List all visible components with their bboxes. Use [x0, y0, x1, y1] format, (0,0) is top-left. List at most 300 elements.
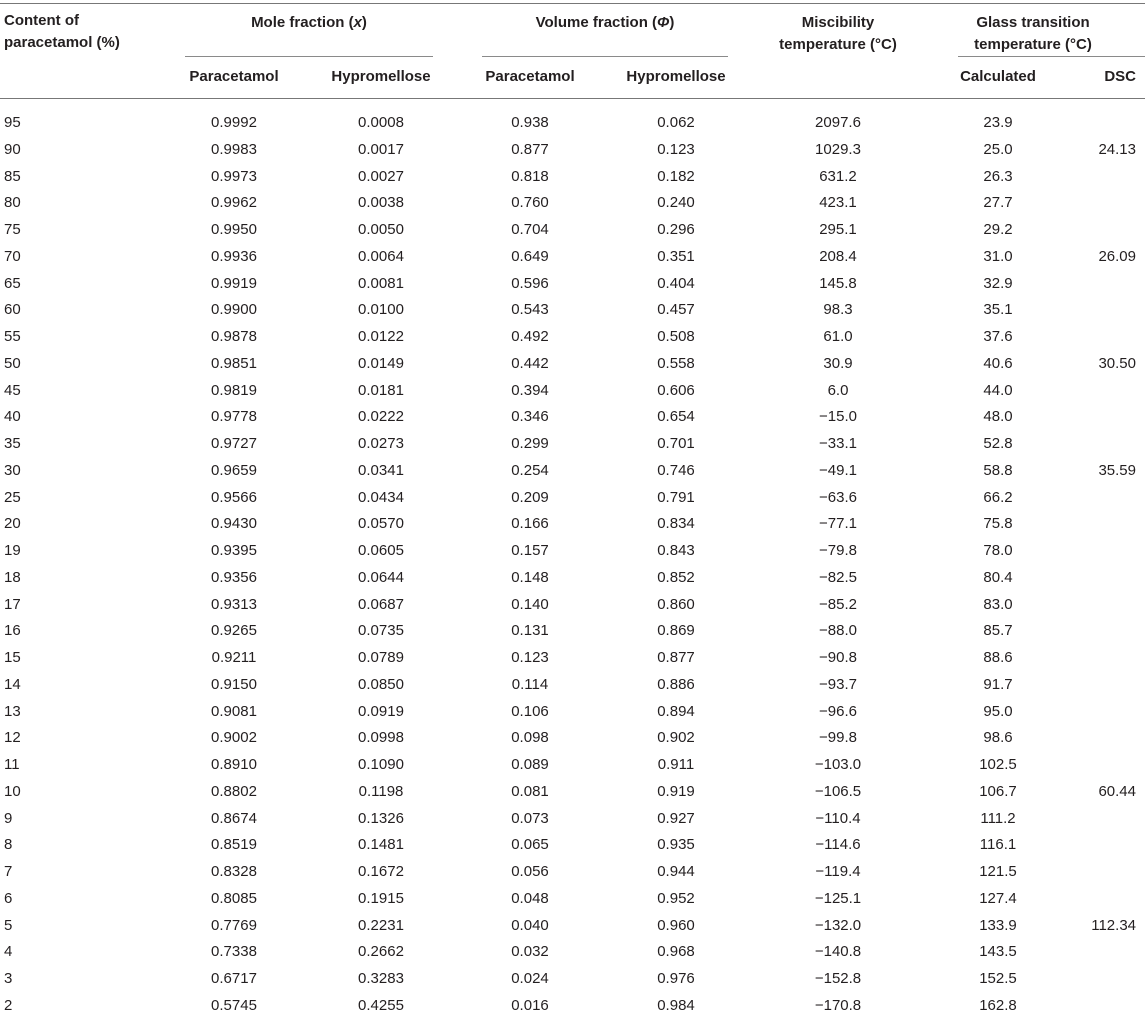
- header-glass-transition: [958, 12, 1108, 56]
- cell-volume-hypromellose: 0.968: [657, 943, 695, 961]
- subheader-calculated: Calculated: [960, 68, 1036, 85]
- table-row: [0, 966, 1145, 993]
- cell-volume-hypromellose: 0.984: [657, 996, 695, 1014]
- cell-mole-hypromellose: 0.0064: [358, 247, 404, 265]
- cell-content: 4: [4, 943, 13, 961]
- cell-mole-hypromellose: 0.0998: [358, 729, 404, 747]
- header-mole-fraction: [185, 12, 433, 34]
- cell-mole-hypromellose: 0.0149: [358, 354, 404, 372]
- cell-miscibility-temperature: −90.8: [819, 649, 857, 666]
- cell-mole-hypromellose: 0.0050: [358, 221, 404, 238]
- header-mole-suffix: ): [361, 14, 367, 31]
- cell-volume-paracetamol: 0.065: [511, 836, 549, 854]
- cell-miscibility-temperature: −132.0: [814, 916, 862, 934]
- cell-volume-hypromellose: 0.976: [657, 970, 695, 987]
- cell-content: 6: [4, 889, 13, 907]
- cell-miscibility-temperature: −79.8: [819, 542, 857, 559]
- cell-miscibility-temperature: 61.0: [823, 328, 853, 345]
- cell-volume-hypromellose: 0.919: [657, 782, 695, 800]
- cell-tg-calculated: 37.6: [983, 328, 1013, 345]
- cell-volume-paracetamol: 0.148: [511, 568, 549, 586]
- cell-content: 80: [4, 194, 21, 212]
- cell-mole-hypromellose: 0.2662: [358, 943, 404, 961]
- cell-content: 70: [4, 247, 21, 265]
- cell-volume-hypromellose: 0.404: [657, 274, 695, 292]
- header-volume-suffix: ): [669, 14, 675, 31]
- cell-content: 16: [4, 622, 21, 640]
- subheader-volume-paracetamol: Paracetamol: [485, 68, 575, 85]
- cell-miscibility-temperature: 1029.3: [815, 140, 861, 158]
- cell-mole-paracetamol: 0.9566: [211, 488, 257, 506]
- cell-mole-hypromellose: 0.0687: [358, 595, 404, 613]
- cell-mole-paracetamol: 0.8085: [211, 889, 257, 907]
- cell-content: 90: [4, 140, 21, 158]
- cell-mole-paracetamol: 0.9002: [211, 729, 257, 747]
- cell-volume-paracetamol: 0.140: [511, 595, 549, 613]
- cell-content: 11: [4, 756, 20, 773]
- cell-mole-hypromellose: 0.0181: [358, 381, 404, 399]
- cell-tg-dsc: 26.09: [1098, 247, 1136, 265]
- cell-miscibility-temperature: −63.6: [819, 488, 857, 506]
- table-body: [0, 110, 1145, 1020]
- cell-tg-calculated: 23.9: [983, 114, 1013, 131]
- cell-miscibility-temperature: −77.1: [819, 515, 857, 533]
- header-mole-symbol: x: [353, 14, 362, 31]
- cell-miscibility-temperature: −125.1: [814, 889, 862, 907]
- cell-volume-hypromellose: 0.606: [657, 381, 695, 399]
- cell-mole-paracetamol: 0.9778: [211, 408, 257, 426]
- cell-mole-paracetamol: 0.8519: [211, 836, 257, 854]
- cell-mole-paracetamol: 0.8802: [211, 782, 257, 800]
- cell-volume-hypromellose: 0.508: [657, 328, 695, 345]
- cell-content: 13: [4, 702, 21, 720]
- cell-content: 25: [4, 488, 21, 506]
- cell-volume-hypromellose: 0.852: [657, 568, 695, 586]
- cell-miscibility-temperature: −88.0: [819, 622, 857, 640]
- cell-tg-dsc: 60.44: [1098, 782, 1136, 800]
- cell-volume-paracetamol: 0.543: [511, 301, 549, 319]
- table-row: [0, 297, 1145, 324]
- cell-tg-dsc: 30.50: [1098, 354, 1136, 372]
- cell-miscibility-temperature: −170.8: [814, 996, 862, 1014]
- cell-volume-paracetamol: 0.056: [511, 863, 549, 880]
- table-row: [0, 806, 1145, 833]
- subheader-mole-paracetamol: Paracetamol: [189, 68, 279, 85]
- header-content-line2: paracetamol (%): [4, 34, 120, 51]
- cell-tg-calculated: 127.4: [979, 889, 1017, 907]
- table-row: [0, 565, 1145, 592]
- cell-volume-paracetamol: 0.089: [511, 756, 549, 773]
- cell-content: 60: [4, 301, 21, 319]
- cell-miscibility-temperature: 631.2: [819, 167, 857, 185]
- table-header-rule: [0, 98, 1145, 99]
- cell-volume-hypromellose: 0.834: [657, 515, 695, 533]
- table-top-rule: [0, 3, 1145, 4]
- cell-miscibility-temperature: 423.1: [819, 194, 857, 212]
- cell-volume-paracetamol: 0.024: [511, 970, 549, 987]
- cell-tg-calculated: 44.0: [983, 381, 1013, 399]
- cell-tg-calculated: 95.0: [983, 702, 1013, 720]
- cell-volume-paracetamol: 0.938: [511, 114, 549, 131]
- cell-volume-paracetamol: 0.649: [511, 247, 549, 265]
- cell-mole-hypromellose: 0.0605: [358, 542, 404, 559]
- header-volume-prefix: Volume fraction (: [535, 14, 658, 31]
- cell-tg-calculated: 162.8: [979, 996, 1017, 1014]
- cell-volume-hypromellose: 0.952: [657, 889, 695, 907]
- cell-mole-paracetamol: 0.9727: [211, 435, 257, 452]
- table-row: [0, 217, 1145, 244]
- cell-miscibility-temperature: 208.4: [819, 247, 857, 265]
- cell-mole-paracetamol: 0.9851: [211, 354, 257, 372]
- cell-miscibility-temperature: 98.3: [823, 301, 853, 319]
- cell-tg-calculated: 80.4: [983, 568, 1013, 586]
- header-content-line1: Content of: [4, 12, 79, 29]
- cell-tg-calculated: 29.2: [983, 221, 1013, 238]
- cell-mole-hypromellose: 0.2231: [358, 916, 404, 934]
- cell-volume-paracetamol: 0.254: [511, 461, 549, 479]
- cell-miscibility-temperature: 6.0: [827, 381, 849, 399]
- table-row: [0, 485, 1145, 512]
- cell-mole-hypromellose: 0.0341: [358, 461, 404, 479]
- subheader-dsc: DSC: [1104, 68, 1136, 85]
- cell-content: 30: [4, 461, 21, 479]
- table-row: [0, 351, 1145, 378]
- cell-mole-hypromellose: 0.1672: [358, 863, 404, 880]
- table-row: [0, 404, 1145, 431]
- table-row: [0, 779, 1145, 806]
- cell-tg-calculated: 32.9: [983, 274, 1013, 292]
- cell-mole-hypromellose: 0.0038: [358, 194, 404, 212]
- cell-mole-paracetamol: 0.8910: [211, 756, 257, 773]
- cell-tg-calculated: 83.0: [983, 595, 1013, 613]
- cell-tg-calculated: 66.2: [983, 488, 1013, 506]
- header-miscibility-line1: Miscibility: [801, 14, 875, 31]
- cell-volume-hypromellose: 0.944: [657, 863, 695, 880]
- cell-miscibility-temperature: 145.8: [819, 274, 857, 292]
- volume-fraction-span-rule: [482, 56, 728, 57]
- cell-tg-calculated: 106.7: [979, 782, 1017, 800]
- cell-mole-paracetamol: 0.9992: [211, 114, 257, 131]
- header-volume-fraction: [482, 12, 728, 34]
- subheader-mole-hypromellose: Hypromellose: [331, 68, 431, 85]
- cell-volume-paracetamol: 0.073: [511, 809, 549, 827]
- cell-mole-paracetamol: 0.9900: [211, 301, 257, 319]
- table-row: [0, 832, 1145, 859]
- cell-mole-paracetamol: 0.9973: [211, 167, 257, 185]
- cell-content: 85: [4, 167, 21, 185]
- cell-volume-paracetamol: 0.016: [511, 996, 549, 1014]
- cell-content: 2: [4, 996, 13, 1014]
- cell-mole-hypromellose: 0.0644: [358, 568, 404, 586]
- table-row: [0, 886, 1145, 913]
- cell-volume-paracetamol: 0.492: [511, 328, 549, 345]
- cell-mole-hypromellose: 0.1481: [358, 836, 404, 854]
- subheader-volume-hypromellose: Hypromellose: [626, 68, 726, 85]
- cell-miscibility-temperature: −49.1: [819, 461, 857, 479]
- cell-miscibility-temperature: −152.8: [814, 970, 862, 987]
- cell-mole-hypromellose: 0.0570: [358, 515, 404, 533]
- cell-volume-paracetamol: 0.166: [511, 515, 549, 533]
- cell-mole-hypromellose: 0.0017: [358, 140, 404, 158]
- table-row: [0, 725, 1145, 752]
- cell-miscibility-temperature: −119.4: [815, 863, 861, 880]
- cell-mole-hypromellose: 0.1090: [358, 756, 404, 773]
- cell-mole-paracetamol: 0.8674: [211, 809, 257, 827]
- cell-tg-calculated: 152.5: [979, 970, 1017, 987]
- cell-miscibility-temperature: −140.8: [814, 943, 862, 961]
- cell-volume-paracetamol: 0.704: [511, 221, 549, 238]
- cell-content: 10: [4, 782, 21, 800]
- cell-volume-paracetamol: 0.877: [511, 140, 549, 158]
- table-row: [0, 511, 1145, 538]
- cell-tg-calculated: 85.7: [983, 622, 1013, 640]
- glass-transition-span-rule: [958, 56, 1145, 57]
- cell-volume-hypromellose: 0.843: [657, 542, 695, 559]
- cell-volume-hypromellose: 0.877: [657, 649, 695, 666]
- cell-volume-hypromellose: 0.746: [657, 461, 695, 479]
- header-glass-line2: temperature (°C): [974, 36, 1092, 53]
- header-mole-prefix: Mole fraction (: [251, 14, 354, 31]
- cell-mole-paracetamol: 0.7338: [211, 943, 257, 961]
- cell-mole-hypromellose: 0.0027: [358, 167, 404, 185]
- cell-volume-paracetamol: 0.346: [511, 408, 549, 426]
- cell-volume-hypromellose: 0.182: [657, 167, 695, 185]
- table-row: [0, 592, 1145, 619]
- cell-mole-paracetamol: 0.6717: [211, 970, 257, 987]
- cell-mole-hypromellose: 0.1915: [358, 889, 404, 907]
- cell-mole-paracetamol: 0.8328: [211, 863, 257, 880]
- cell-mole-hypromellose: 0.0122: [358, 328, 404, 345]
- cell-tg-calculated: 133.9: [979, 916, 1017, 934]
- table-row: [0, 271, 1145, 298]
- cell-mole-hypromellose: 0.0008: [358, 114, 404, 131]
- cell-volume-hypromellose: 0.296: [657, 221, 695, 238]
- cell-mole-hypromellose: 0.0100: [358, 301, 404, 319]
- cell-tg-calculated: 48.0: [983, 408, 1013, 426]
- table-row: [0, 431, 1145, 458]
- table-row: [0, 699, 1145, 726]
- cell-miscibility-temperature: 2097.6: [815, 114, 861, 131]
- cell-volume-paracetamol: 0.760: [511, 194, 549, 212]
- cell-content: 5: [4, 916, 13, 934]
- table-row: [0, 672, 1145, 699]
- cell-mole-hypromellose: 0.0850: [358, 675, 404, 693]
- cell-mole-paracetamol: 0.9983: [211, 140, 257, 158]
- cell-content: 18: [4, 568, 21, 586]
- cell-volume-paracetamol: 0.131: [511, 622, 549, 640]
- cell-tg-calculated: 35.1: [983, 301, 1013, 319]
- cell-volume-hypromellose: 0.911: [657, 756, 695, 773]
- cell-volume-hypromellose: 0.351: [657, 247, 695, 265]
- cell-mole-paracetamol: 0.9356: [211, 568, 257, 586]
- cell-volume-paracetamol: 0.098: [511, 729, 549, 747]
- table-row: [0, 244, 1145, 271]
- cell-mole-paracetamol: 0.9395: [211, 542, 257, 559]
- cell-miscibility-temperature: −99.8: [819, 729, 857, 747]
- cell-volume-hypromellose: 0.558: [657, 354, 695, 372]
- cell-content: 75: [4, 221, 21, 238]
- cell-volume-hypromellose: 0.457: [657, 301, 695, 319]
- header-miscibility: [770, 12, 906, 56]
- cell-mole-paracetamol: 0.9878: [211, 328, 257, 345]
- cell-miscibility-temperature: −93.7: [819, 675, 857, 693]
- cell-miscibility-temperature: −106.5: [814, 782, 862, 800]
- table-row: [0, 618, 1145, 645]
- cell-volume-paracetamol: 0.081: [511, 782, 549, 800]
- cell-volume-paracetamol: 0.114: [511, 675, 549, 693]
- cell-content: 3: [4, 970, 13, 987]
- cell-tg-calculated: 121.5: [979, 863, 1017, 880]
- cell-tg-calculated: 58.8: [983, 461, 1013, 479]
- cell-content: 40: [4, 408, 21, 426]
- cell-tg-calculated: 111.2: [980, 809, 1016, 827]
- cell-tg-calculated: 91.7: [983, 675, 1013, 693]
- cell-mole-hypromellose: 0.0434: [358, 488, 404, 506]
- cell-content: 55: [4, 328, 21, 345]
- cell-mole-paracetamol: 0.9150: [211, 675, 257, 693]
- cell-mole-paracetamol: 0.7769: [211, 916, 257, 934]
- cell-miscibility-temperature: −114.6: [815, 836, 861, 854]
- cell-volume-paracetamol: 0.123: [511, 649, 549, 666]
- cell-content: 65: [4, 274, 21, 292]
- table-row: [0, 913, 1145, 940]
- cell-tg-calculated: 75.8: [983, 515, 1013, 533]
- cell-content: 19: [4, 542, 21, 559]
- cell-volume-paracetamol: 0.442: [511, 354, 549, 372]
- cell-miscibility-temperature: −85.2: [819, 595, 857, 613]
- cell-content: 7: [4, 863, 13, 880]
- cell-miscibility-temperature: −103.0: [814, 756, 862, 773]
- cell-mole-paracetamol: 0.9819: [211, 381, 257, 399]
- cell-mole-paracetamol: 0.5745: [211, 996, 257, 1014]
- cell-mole-hypromellose: 0.0222: [358, 408, 404, 426]
- cell-miscibility-temperature: −96.6: [819, 702, 857, 720]
- header-miscibility-line2: temperature (°C): [779, 36, 897, 53]
- cell-tg-calculated: 27.7: [983, 194, 1013, 212]
- table-row: [0, 645, 1145, 672]
- cell-content: 50: [4, 354, 21, 372]
- cell-mole-paracetamol: 0.9962: [211, 194, 257, 212]
- cell-volume-paracetamol: 0.299: [511, 435, 549, 452]
- cell-miscibility-temperature: −82.5: [819, 568, 857, 586]
- cell-mole-paracetamol: 0.9919: [211, 274, 257, 292]
- cell-mole-paracetamol: 0.9313: [211, 595, 257, 613]
- cell-volume-hypromellose: 0.701: [657, 435, 695, 452]
- cell-tg-calculated: 25.0: [983, 140, 1013, 158]
- cell-content: 45: [4, 381, 21, 399]
- cell-volume-hypromellose: 0.902: [657, 729, 695, 747]
- cell-volume-paracetamol: 0.040: [511, 916, 549, 934]
- cell-mole-paracetamol: 0.9211: [211, 649, 257, 666]
- cell-mole-hypromellose: 0.0273: [358, 435, 404, 452]
- cell-miscibility-temperature: −15.0: [819, 408, 857, 426]
- cell-tg-dsc: 24.13: [1098, 140, 1136, 158]
- mole-fraction-span-rule: [185, 56, 433, 57]
- cell-volume-hypromellose: 0.886: [657, 675, 695, 693]
- header-volume-symbol: Φ: [657, 14, 670, 31]
- cell-mole-hypromellose: 0.3283: [358, 970, 404, 987]
- cell-volume-paracetamol: 0.106: [511, 702, 549, 720]
- cell-content: 8: [4, 836, 13, 854]
- cell-mole-paracetamol: 0.9659: [211, 461, 257, 479]
- cell-tg-calculated: 88.6: [983, 649, 1013, 666]
- cell-mole-hypromellose: 0.0735: [358, 622, 404, 640]
- cell-tg-dsc: 112.34: [1091, 916, 1136, 934]
- cell-mole-hypromellose: 0.1326: [358, 809, 404, 827]
- cell-volume-hypromellose: 0.869: [657, 622, 695, 640]
- cell-volume-hypromellose: 0.062: [657, 114, 695, 131]
- cell-mole-paracetamol: 0.9081: [211, 702, 257, 720]
- table-row: [0, 538, 1145, 565]
- cell-mole-paracetamol: 0.9430: [211, 515, 257, 533]
- cell-tg-calculated: 40.6: [983, 354, 1013, 372]
- table-row: [0, 164, 1145, 191]
- cell-volume-paracetamol: 0.157: [511, 542, 549, 559]
- cell-volume-hypromellose: 0.240: [657, 194, 695, 212]
- table-row: [0, 752, 1145, 779]
- cell-volume-paracetamol: 0.394: [511, 381, 549, 399]
- cell-tg-dsc: 35.59: [1098, 461, 1136, 479]
- cell-volume-hypromellose: 0.791: [657, 488, 695, 506]
- cell-tg-calculated: 98.6: [983, 729, 1013, 747]
- cell-volume-hypromellose: 0.123: [657, 140, 695, 158]
- cell-content: 9: [4, 809, 13, 827]
- cell-tg-calculated: 102.5: [979, 756, 1017, 773]
- cell-mole-hypromellose: 0.0081: [358, 274, 404, 292]
- table-row: [0, 110, 1145, 137]
- cell-content: 15: [4, 649, 21, 666]
- table-row: [0, 137, 1145, 164]
- cell-volume-hypromellose: 0.927: [657, 809, 695, 827]
- cell-mole-paracetamol: 0.9950: [211, 221, 257, 238]
- cell-volume-paracetamol: 0.818: [511, 167, 549, 185]
- cell-content: 35: [4, 435, 21, 452]
- cell-volume-hypromellose: 0.860: [657, 595, 695, 613]
- cell-miscibility-temperature: 30.9: [823, 354, 853, 372]
- table-row: [0, 378, 1145, 405]
- cell-content: 14: [4, 675, 21, 693]
- table-row: [0, 190, 1145, 217]
- table-row: [0, 458, 1145, 485]
- header-content: [4, 10, 120, 54]
- cell-mole-hypromellose: 0.1198: [358, 782, 404, 800]
- cell-tg-calculated: 78.0: [983, 542, 1013, 559]
- cell-tg-calculated: 26.3: [983, 167, 1013, 185]
- table-row: [0, 939, 1145, 966]
- cell-mole-paracetamol: 0.9265: [211, 622, 257, 640]
- cell-tg-calculated: 31.0: [983, 247, 1013, 265]
- cell-miscibility-temperature: −110.4: [815, 809, 861, 827]
- table-row: [0, 859, 1145, 886]
- cell-volume-hypromellose: 0.935: [657, 836, 695, 854]
- cell-content: 95: [4, 114, 21, 131]
- cell-volume-hypromellose: 0.654: [657, 408, 695, 426]
- table-row: [0, 324, 1145, 351]
- table-row: [0, 993, 1145, 1020]
- cell-content: 12: [4, 729, 21, 747]
- cell-tg-calculated: 143.5: [979, 943, 1017, 961]
- cell-mole-hypromellose: 0.4255: [358, 996, 404, 1014]
- header-glass-line1: Glass transition: [976, 14, 1090, 31]
- cell-mole-paracetamol: 0.9936: [211, 247, 257, 265]
- cell-content: 17: [4, 595, 21, 613]
- cell-miscibility-temperature: 295.1: [819, 221, 857, 238]
- cell-tg-calculated: 116.1: [979, 836, 1017, 854]
- cell-volume-paracetamol: 0.209: [511, 488, 549, 506]
- cell-mole-hypromellose: 0.0919: [358, 702, 404, 720]
- cell-volume-paracetamol: 0.032: [511, 943, 549, 961]
- cell-content: 20: [4, 515, 21, 533]
